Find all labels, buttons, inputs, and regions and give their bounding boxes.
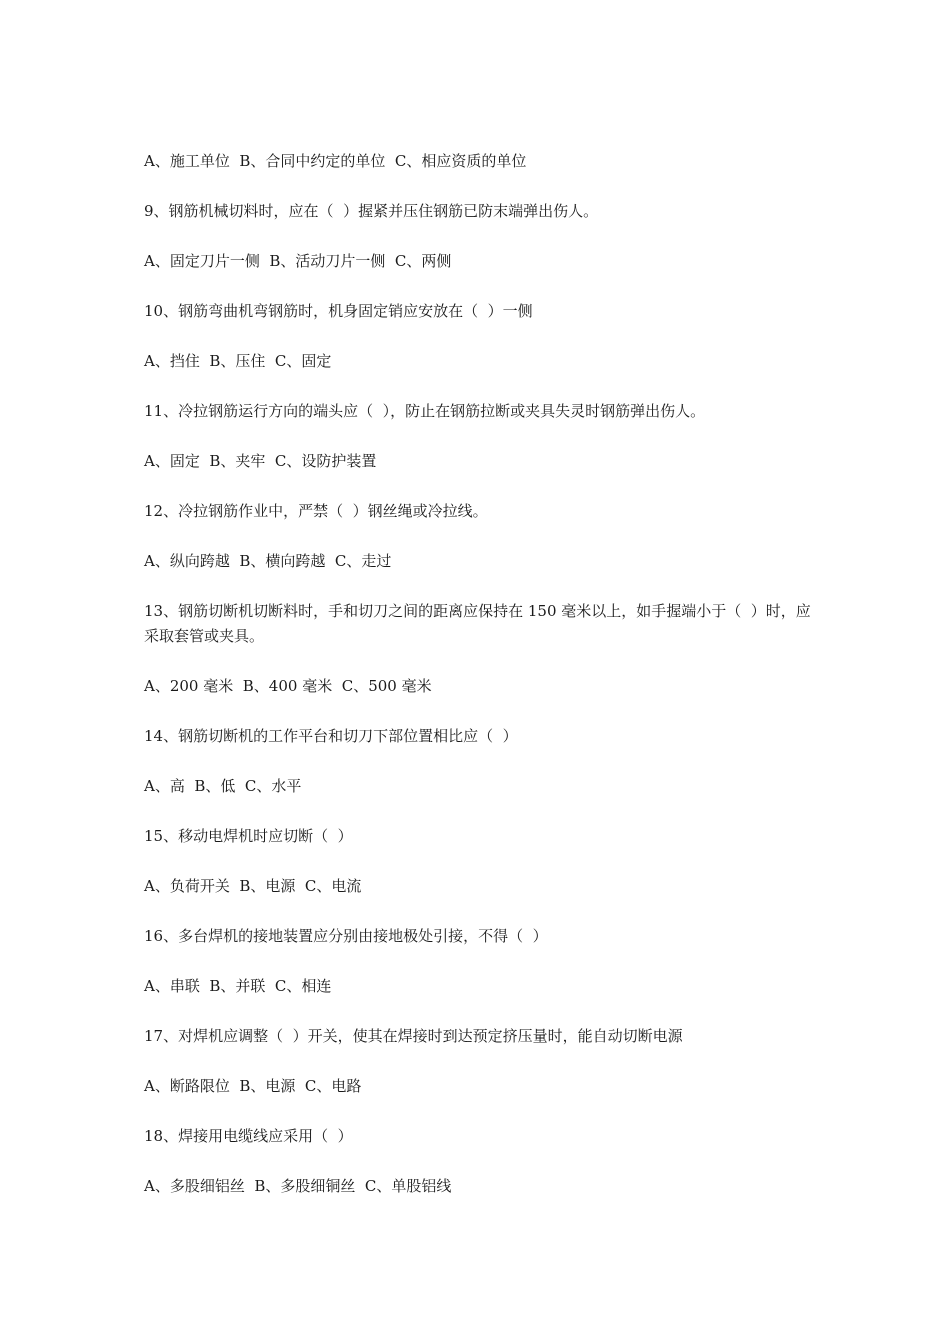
question-15: 15、移动电焊机时应切断（ ） [144, 827, 353, 845]
options-q16: A、串联 B、并联 C、相连 [144, 977, 332, 995]
question-9: 9、钢筋机械切料时，应在（ ）握紧并压住钢筋已防末端弹出伤人。 [144, 202, 599, 220]
question-17: 17、对焊机应调整（ ）开关，使其在焊接时到达预定挤压量时，能自动切断电源 [144, 1027, 683, 1045]
options-q8: A、施工单位 B、合同中约定的单位 C、相应资质的单位 [144, 152, 527, 170]
question-10: 10、钢筋弯曲机弯钢筋时，机身固定销应安放在（ ）一侧 [144, 302, 533, 320]
question-12: 12、冷拉钢筋作业中，严禁（ ）钢丝绳或冷拉线。 [144, 502, 488, 520]
options-q17: A、断路限位 B、电源 C、电路 [144, 1077, 362, 1095]
options-q14: A、高 B、低 C、水平 [144, 777, 302, 795]
options-q9: A、固定刀片一侧 B、活动刀片一侧 C、两侧 [144, 252, 452, 270]
document-body [144, 149, 824, 1199]
options-q18: A、多股细铝丝 B、多股细铜丝 C、单股铝线 [144, 1177, 452, 1195]
question-14: 14、钢筋切断机的工作平台和切刀下部位置相比应（ ） [144, 727, 518, 745]
question-13: 13、钢筋切断机切断料时，手和切刀之间的距离应保持在 150 毫米以上，如手握端小于（ ）时，应采取套管或夹具。 [144, 602, 811, 645]
options-q15: A、负荷开关 B、电源 C、电流 [144, 877, 362, 895]
options-q10: A、挡住 B、压住 C、固定 [144, 352, 332, 370]
options-q12: A、纵向跨越 B、横向跨越 C、走过 [144, 552, 392, 570]
options-q11: A、固定 B、夹牢 C、设防护装置 [144, 452, 377, 470]
question-11: 11、冷拉钢筋运行方向的端头应（ ），防止在钢筋拉断或夹具失灵时钢筋弹出伤人。 [144, 402, 706, 420]
options-q13: A、200 毫米 B、400 毫米 C、500 毫米 [144, 677, 432, 695]
question-18: 18、焊接用电缆线应采用（ ） [144, 1127, 353, 1145]
question-16: 16、多台焊机的接地装置应分别由接地极处引接，不得（ ） [144, 927, 548, 945]
